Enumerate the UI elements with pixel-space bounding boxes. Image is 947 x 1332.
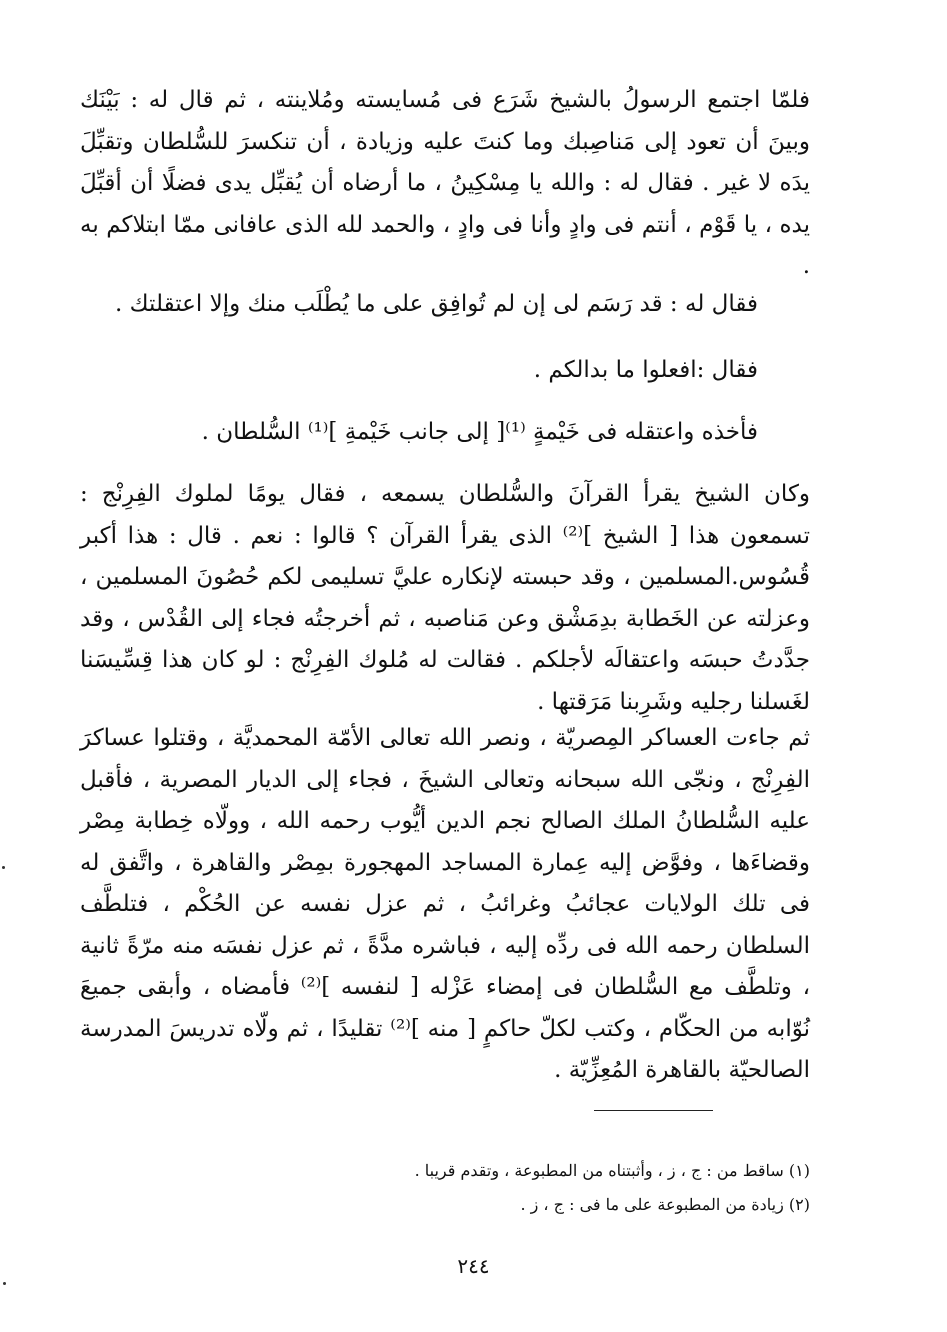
paragraph-6: ثم جاءت العساكر المِصريّة ، ونصر الله تعالى الأمّة المحمديَّة ، وقتلوا عساكرَ الفِرِنْج ، ونجّى الله سبحانه وتعالى الشيخَ ، فجاء إلى الديار المصرية ، فأقبل عليه السُّلطانُ الملك الصالح نجم الدين أيُّوب رحمه الله ، وولّاه خِطابة مِصْر وقضاءَها ، وفوَّض إليه عِمارة المساجد المهجورة بمِصْر والقاهرة ، واتَّفق له فى تلك الولايات عجائبُ وغرائبُ ، ثم عزل نفسه عن الحُكْم ، فتلطَّف السلطان رحمه الله فى ردِّه إليه ، فباشره مدَّةً ، ثم عزل نفسَه منه مرّةً ثانية ، وتلطَّف مع السُّلطان فى إمضاء عَزْله [ لنفسه ]⁽²⁾ فأمضاه ، وأبقى جميعَ نُوّابه من الحكّام ، وكتب لكلّ حاكمٍ [ منه ]⁽²⁾ تقليدًا ، ثم ولّاه تدريسَ المدرسة الصالحيّة بالقاهرة المُعِزِّيّة .	[80, 725, 810, 1083]
paragraph-5: وكان الشيخ يقرأ القرآنَ والسُّلطان يسمعه ، فقال يومًا لملوك الفِرِنْج : تسمعون هذا [ الشيخ ]⁽²⁾ الذى يقرأ القرآن ؟ قالوا : نعم . قال : هذا أكبر قُسُوس.المسلمين ، وقد حبسته لإنكاره عليَّ تسليمى لكم حُصُونَ المسلمين ، وعزلته عن الخَطابة بدِمَشْق وعن مَناصبه ، ثم أخرجتُه فجاء إلى القُدْس ، وقد جدَّدتُ حبسَه واعتقالَه لأجلكم . فقالت له مُلوك الفِرِنْج : لو كان هذا قِسِّيسَنا لغَسلنا رجليه وشَرِبنا مَرَقتها .	[80, 481, 810, 715]
paragraph-4: فأخذه واعتقله فى خَيْمةٍ ⁽¹⁾[ إلى جانب خَيْمةِ ]⁽¹⁾ السُّلطان .	[201, 419, 758, 445]
page-number: ٢٤٤	[457, 1254, 490, 1278]
paragraph-3: فقال :افعلوا ما بدالكم .	[533, 357, 758, 383]
footnote-1: (١) ساقط من : ج ، ز ، وأثبتناه من المطبوعة ، وتقدم قريبا .	[414, 1161, 810, 1180]
scan-speck	[3, 1282, 6, 1285]
scan-speck	[2, 866, 5, 869]
paragraph-2: فقال له : قد رَسَم لى إن لم تُوافِق على ما يُطْلَب منك وإلا اعتقلتك .	[115, 291, 758, 317]
footnote-2: (٢) زيادة من المطبوعة على ما فى : ج ، ز .	[520, 1195, 810, 1214]
paragraph-1: فلمّا اجتمع الرسولُ بالشيخ شَرَع فى مُسايسته ومُلاينته ، ثم قال له : بَيْنَك وبينَ أن تعود إلى مَناصِبك وما كنتَ عليه وزيادة ، أن تنكسرَ للسُّلطان وتقبِّلَ يدَه لا غير . فقال له : والله يا مِسْكِينُ ، ما أرضاه أن يُقبِّل يدى فضلًا أن أقبِّلَ يده ، يا قَوْم ، أنتم فى وادٍ وأنا فى وادٍ ، والحمد لله الذى عافانى ممّا ابتلاكم به .	[80, 87, 810, 279]
footnote-divider	[594, 1110, 713, 1111]
